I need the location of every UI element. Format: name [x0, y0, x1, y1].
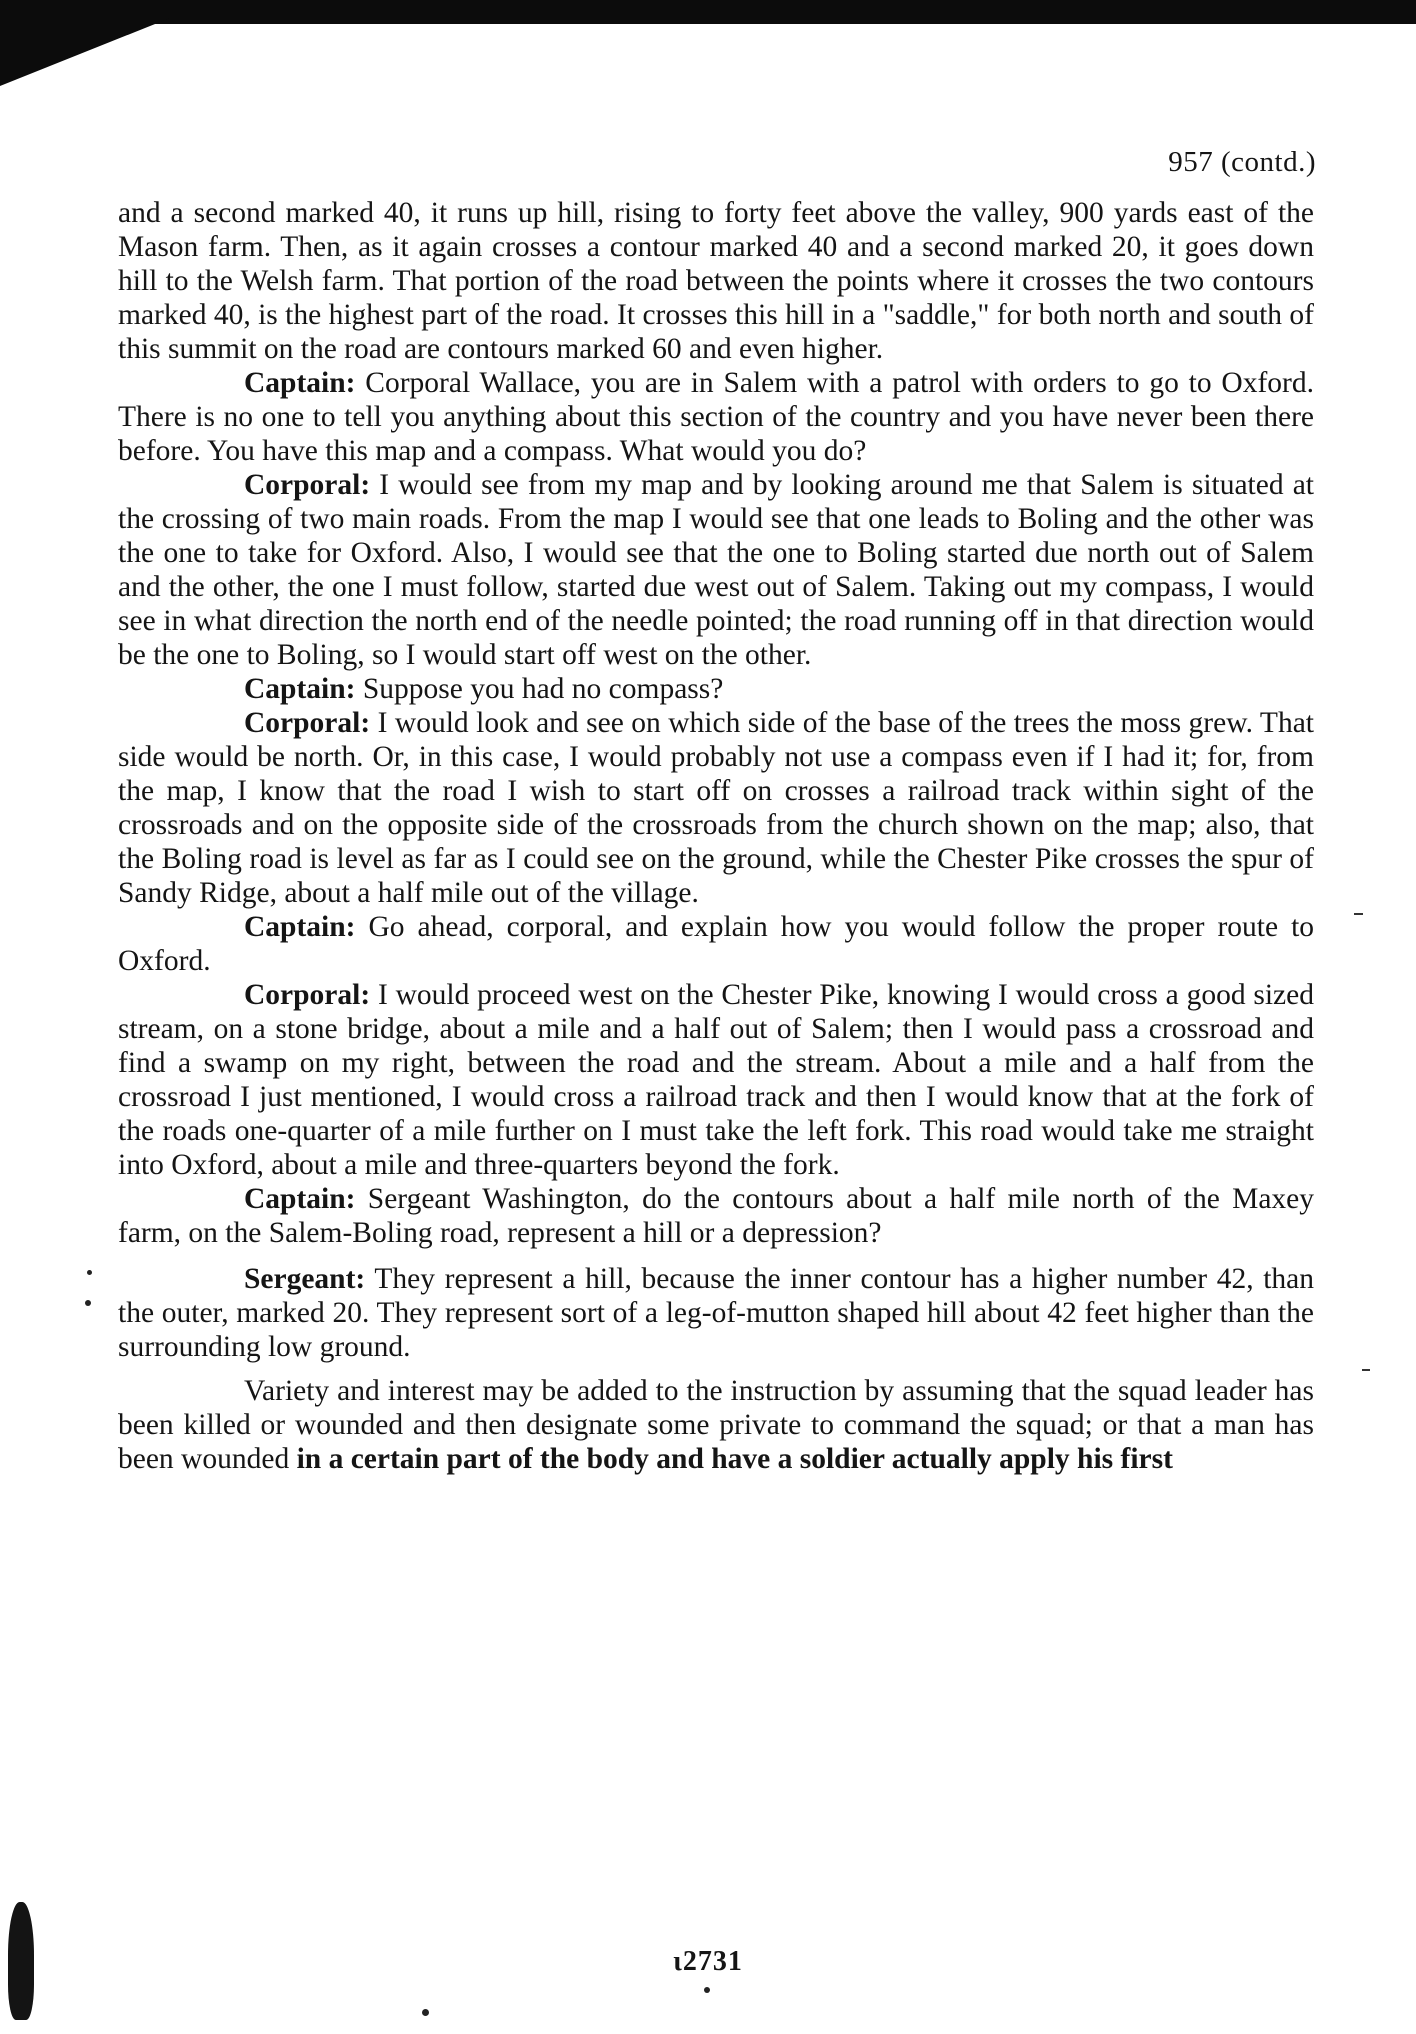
dialog-paragraph [118, 910, 1314, 978]
page-label: 957 (contd.) [1168, 146, 1316, 178]
scan-mark [1354, 913, 1363, 915]
dialog-paragraph [118, 672, 1314, 706]
body-text [118, 196, 1314, 1476]
scan-speck [422, 2009, 429, 2016]
paragraph-text: Sergeant Washington, do the contours about a half mile north of the Maxey farm, on the Salem-Boling road, represent a hill or a depression? [118, 1183, 1315, 1249]
page-number: ι2731 [673, 1946, 743, 1977]
dialog-paragraph [118, 1182, 1314, 1250]
scan-edge-bar [0, 0, 1416, 24]
scan-mark [1362, 1369, 1370, 1371]
paragraph-continuation [118, 196, 1314, 366]
scan-speck [85, 1300, 91, 1306]
speaker-label: Corporal: [244, 707, 371, 739]
speaker-label: Corporal: [244, 469, 371, 501]
dialog-paragraph [118, 706, 1314, 910]
paragraph-text: I would look and see on which side of the base of the trees the moss grew. That side would be north. Or, in this case, I would probably not use a compass even if I had it; for, from the map, I know that the road I wish to start off on crosses a railroad track within sight of the crossroads and on the opposite side of the crossroads from the church shown on the map; also, that the Boling road is level as far as I could see on the ground, while the Chester Pike crosses the spur of Sandy Ridge, about a half mile out of the village. [118, 707, 1314, 909]
speaker-label: Captain: [244, 673, 356, 705]
paragraph-text: I would proceed west on the Chester Pike, knowing I would cross a good sized stream, on a stone bridge, about a mile and a half out of Salem; then I would pass a crossroad and find a swamp on my right, between the road and the stream. About a mile and a half from the crossroad I just mentioned, I would cross a railroad track and then I would know that at the fork of the roads one-quarter of a mile further on I must take the left fork. This road would take me straight into Oxford, about a mile and three-quarters beyond the fork. [118, 979, 1314, 1181]
dialog-paragraph [118, 1262, 1314, 1364]
dialog-paragraph [118, 978, 1314, 1182]
paragraph-text: Corporal Wallace, you are in Salem with a patrol with orders to go to Oxford. There is no one to tell you anything about this section of the country and you have never been there before. You have this map and a compass. What would you do? [118, 367, 1314, 467]
closing-bold-text: in a certain part of the body and have a soldier actually apply his first [296, 1443, 1173, 1475]
speaker-label: Corporal: [244, 979, 371, 1011]
speaker-label: Sergeant: [244, 1263, 366, 1295]
scan-speck [87, 1270, 92, 1275]
dialog-paragraph [118, 366, 1314, 468]
paragraph-text: Suppose you had no compass? [362, 673, 724, 705]
speaker-label: Captain: [244, 1183, 356, 1215]
closing-text: Variety and interest may be added to the instruction by assuming that the squad leader has been killed or wounded and then designate some private to command the squad; or that a man has been wounded [118, 1375, 1314, 1475]
scan-artifact-blot [8, 1902, 34, 2020]
closing-paragraph [118, 1374, 1314, 1476]
paragraph-text: and a second marked 40, it runs up hill, rising to forty feet above the valley, 900 yards east of the Mason farm. Then, as it again crosses a contour marked 40 and a second marked 20, it goes down hill to the Welsh farm. That portion of the road between the points where it crosses the two contours marked 40, is the highest part of the road. It crosses this hill in a "saddle," for both north and south of this summit on the road are contours marked 60 and even higher. [118, 197, 1314, 365]
scan-edge-wedge [0, 18, 170, 86]
dialog-paragraph [118, 468, 1314, 672]
speaker-label: Captain: [244, 911, 356, 943]
paragraph-text: Go ahead, corporal, and explain how you would follow the proper route to Oxford. [118, 911, 1315, 977]
paragraph-text: I would see from my map and by looking around me that Salem is situated at the crossing of two main roads. From the map I would see that one leads to Boling and the other was the one to take for Oxford. Also, I would see that the one to Boling started due north out of Salem and the other, the one I must follow, started due west out of Salem. Taking out my compass, I would see in what direction the north end of the needle pointed; the road running off in that direction would be the one to Boling, so I would start off west on the other. [118, 469, 1314, 671]
scan-speck [704, 1987, 710, 1993]
speaker-label: Captain: [244, 367, 356, 399]
paragraph-text: They represent a hill, because the inner contour has a higher number 42, than the outer, marked 20. They represent sort of a leg-of-mutton shaped hill about 42 feet higher than the surrounding low ground. [118, 1263, 1315, 1363]
